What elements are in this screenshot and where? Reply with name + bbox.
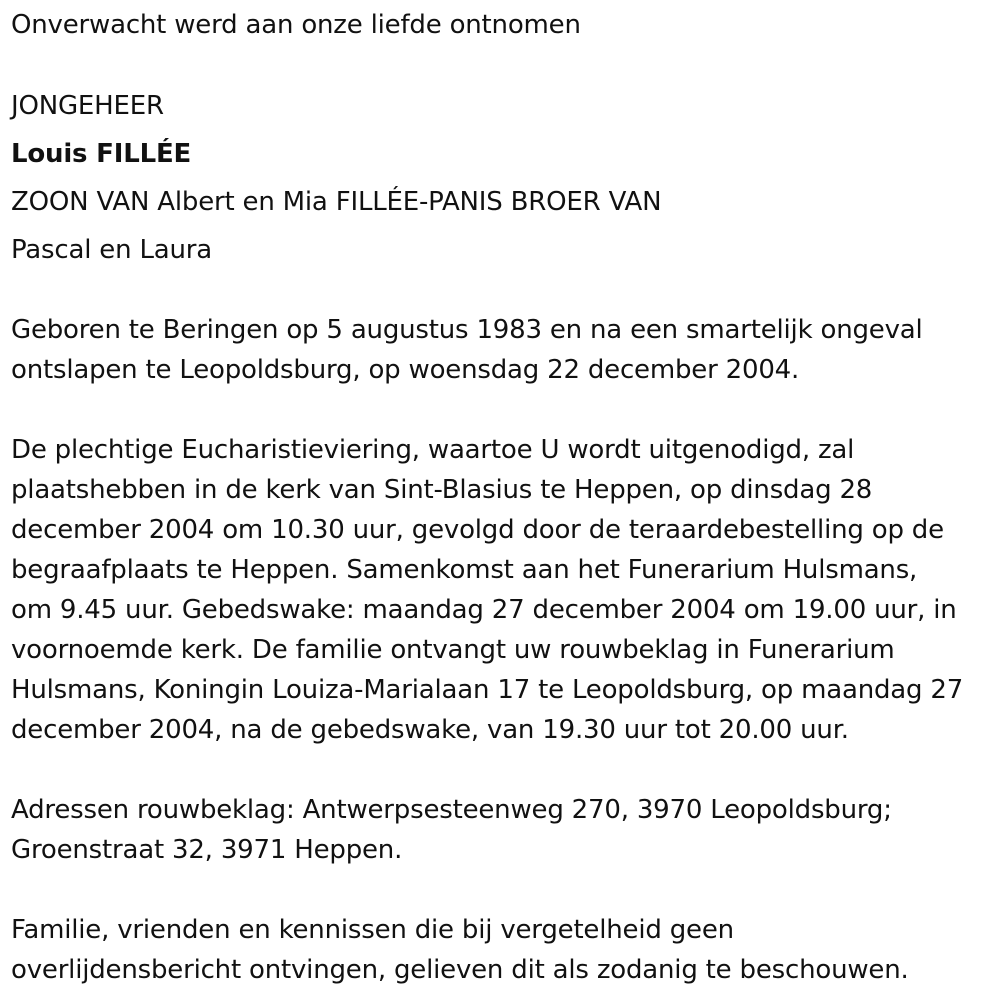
relation-line-2: Pascal en Laura: [11, 235, 212, 265]
ceremony-line-2: plaatshebben in de kerk van Sint-Blasius te Heppen, op dinsdag 28: [11, 475, 873, 505]
ceremony-line-7: Hulsmans, Koningin Louiza-Marialaan 17 te Leopoldsburg, op maandag 27: [11, 675, 964, 705]
deceased-name: Louis FILLÉE: [11, 139, 192, 169]
ceremony-line-8: december 2004, na de gebedswake, van 19.30 uur tot 20.00 uur.: [11, 715, 849, 745]
intro-text: Onverwacht werd aan onze liefde ontnomen: [11, 10, 581, 40]
relation-line-1: ZOON VAN Albert en Mia FILLÉE-PANIS BROER VAN: [11, 187, 662, 217]
ceremony-line-1: De plechtige Eucharistieviering, waartoe U wordt uitgenodigd, zal: [11, 435, 855, 465]
closing-line-1: Familie, vrienden en kennissen die bij vergetelheid geen: [11, 915, 734, 945]
closing-line-2: overlijdensbericht ontvingen, gelieven dit als zodanig te beschouwen.: [11, 955, 909, 985]
ceremony-line-3: december 2004 om 10.30 uur, gevolgd door de teraardebestelling op de: [11, 515, 944, 545]
birth-death-line-2: ontslapen te Leopoldsburg, op woensdag 22 december 2004.: [11, 355, 800, 385]
ceremony-line-6: voornoemde kerk. De familie ontvangt uw rouwbeklag in Funerarium: [11, 635, 895, 665]
ceremony-line-4: begraafplaats te Heppen. Samenkomst aan het Funerarium Hulsmans,: [11, 555, 918, 585]
title-prefix: JONGEHEER: [11, 91, 164, 121]
ceremony-line-5: om 9.45 uur. Gebedswake: maandag 27 december 2004 om 19.00 uur, in: [11, 595, 957, 625]
addresses-line-2: Groenstraat 32, 3971 Heppen.: [11, 835, 403, 865]
birth-death-line-1: Geboren te Beringen op 5 augustus 1983 en na een smartelijk ongeval: [11, 315, 923, 345]
addresses-line-1: Adressen rouwbeklag: Antwerpsesteenweg 270, 3970 Leopoldsburg;: [11, 795, 892, 825]
